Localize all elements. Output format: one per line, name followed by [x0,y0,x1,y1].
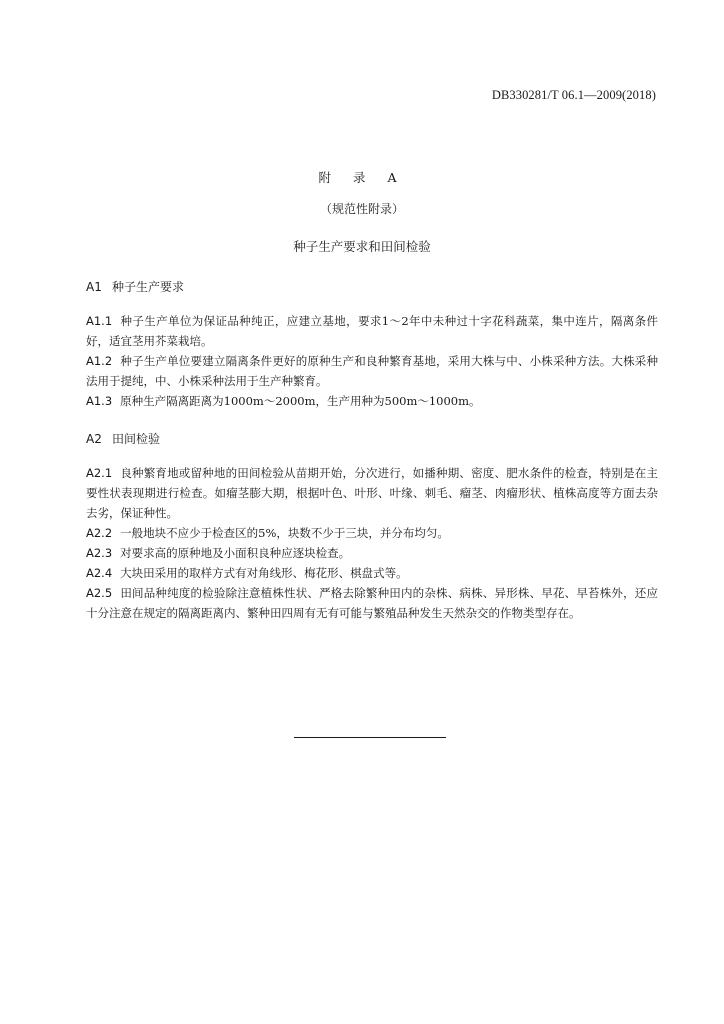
clause-text: 对要求高的原种地及小面积良种应逐块检查。 [120,546,351,560]
clause-number: A1.1 [86,314,113,328]
clause-number: A2.4 [86,566,113,580]
clause-a1-2 [86,351,658,391]
document-code: DB330281/T 06.1—2009(2018) [491,88,656,102]
clause-number: A1.2 [86,354,113,368]
appendix-label: 附 录 A [318,170,406,185]
end-of-document-rule [294,737,446,738]
clause-text: 大块田采用的取样方式有对角线形、梅花形、棋盘式等。 [120,566,408,580]
clause-text: 田间品种纯度的检验除注意植株性状、严格去除繁种田内的杂株、病株、异形株、早花、早苔株外，还应十分注意在规定的隔离距离内、繁种田四周有无有可能与繁殖品种发生天然杂交的作物类型存在。 [86,586,658,620]
clause-a2-1 [86,463,658,523]
clause-number: A2.1 [86,466,113,480]
clause-text: 一般地块不应少于检查区的5%，块数不少于三块，并分布均匀。 [120,526,449,540]
clause-a2-2 [86,523,658,543]
clause-text: 良种繁育地或留种地的田间检验从苗期开始，分次进行，如播种期、密度、肥水条件的检查，特别是在主要性状表现期进行检查。如瘤茎膨大期，根据叶色、叶形、叶缘、刺毛、瘤茎、肉瘤形状、植株高度等方面去杂去劣，保证种性。 [86,466,658,520]
clause-a1-3 [86,391,658,411]
clause-text: 种子生产单位要建立隔离条件更好的原种生产和良种繁育基地，采用大株与中、小株采种方法。大株采种法用于提纯，中、小株采种法用于生产种繁育。 [86,354,658,388]
section-title: 种子生产要求 [112,280,185,294]
clause-number: A2.3 [86,546,113,560]
clause-text: 原种生产隔离距离为1000m～2000m，生产用种为500m～1000m。 [120,394,481,408]
section-number: A2 [86,432,102,446]
section-heading-a1 [86,278,184,295]
section-a1-clauses [86,311,658,411]
clause-a1-1 [86,311,658,351]
appendix-type: （规范性附录） [319,202,404,216]
clause-number: A2.2 [86,526,113,540]
clause-a2-4 [86,563,658,583]
appendix-title: 种子生产要求和田间检验 [293,239,431,254]
section-number: A1 [86,280,102,294]
clause-text: 种子生产单位为保证品种纯正，应建立基地，要求1～2年中未种过十字花科蔬菜，集中连片，隔离条件好，适宜茎用芥菜栽培。 [86,314,658,348]
section-heading-a2 [86,430,160,447]
section-a2-clauses [86,463,658,623]
clause-number: A2.5 [86,586,113,600]
section-title: 田间检验 [112,432,161,446]
clause-a2-5 [86,583,658,623]
clause-a2-3 [86,543,658,563]
clause-number: A1.3 [86,394,113,408]
